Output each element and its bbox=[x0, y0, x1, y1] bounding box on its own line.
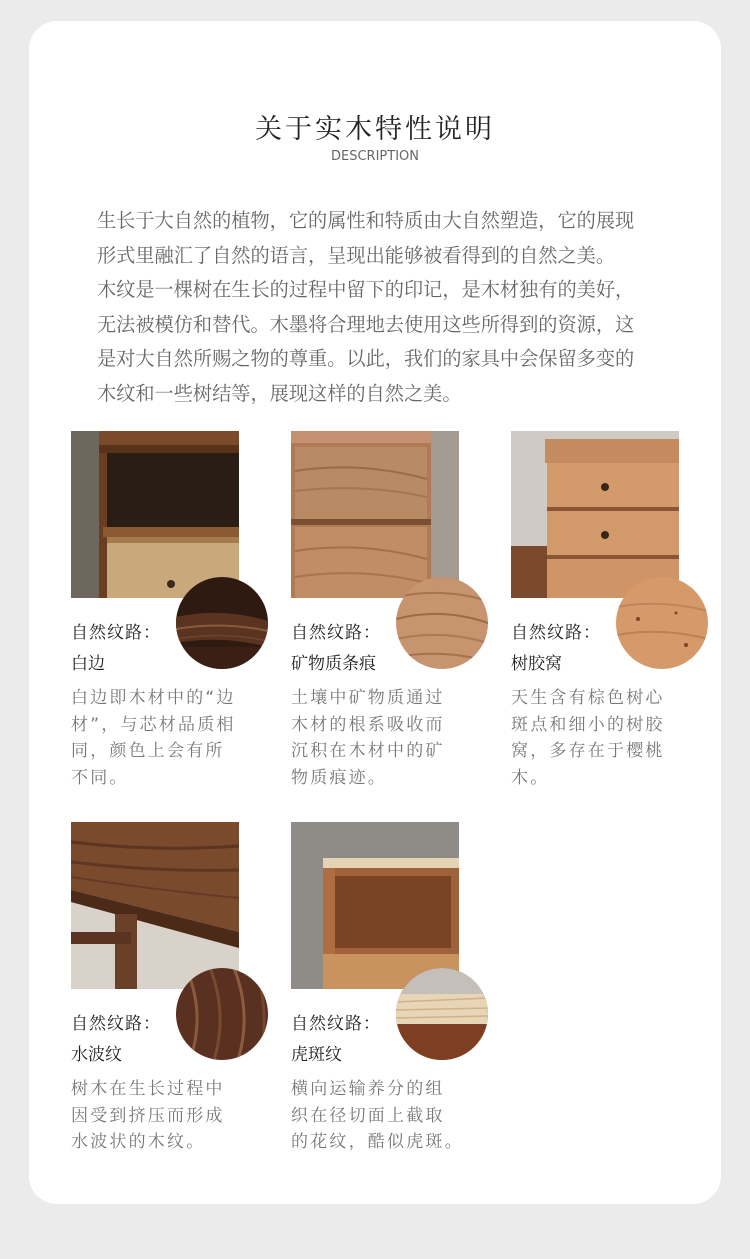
grain-closeup bbox=[396, 968, 488, 1060]
intro-line: 木纹是一棵树在生长的过程中留下的印记，是木材独有的美好， bbox=[97, 278, 635, 301]
grain-item-mineral-streak bbox=[291, 431, 491, 791]
desc-line: 窝，多存在于樱桃 bbox=[511, 741, 665, 761]
grain-label: 自然纹路： bbox=[511, 623, 601, 643]
desc-line: 木。 bbox=[511, 767, 550, 788]
grain-description bbox=[71, 685, 246, 791]
page-title: 关于实木特性说明 bbox=[255, 114, 495, 145]
grain-name: 水波纹 bbox=[71, 1045, 122, 1065]
grain-name: 白边 bbox=[71, 654, 105, 674]
grain-name: 树胶窝 bbox=[511, 654, 562, 674]
desc-line: 同，颜色上会有所 bbox=[71, 741, 225, 761]
desc-line: 材”，与芯材品质相 bbox=[71, 714, 236, 735]
desc-line: 横向运输养分的组 bbox=[291, 1079, 445, 1099]
desc-line: 沉积在木材中的矿 bbox=[291, 741, 445, 761]
desc-line: 斑点和细小的树胶 bbox=[511, 714, 665, 735]
grain-item-gum-pocket bbox=[511, 431, 711, 791]
grain-name: 矿物质条痕 bbox=[291, 654, 376, 674]
desc-line: 树木在生长过程中 bbox=[71, 1079, 225, 1099]
desc-line: 不同。 bbox=[71, 767, 129, 788]
furniture-photo bbox=[71, 822, 239, 989]
furniture-photo bbox=[511, 431, 679, 598]
grain-label: 自然纹路： bbox=[291, 623, 381, 643]
grain-description bbox=[71, 1076, 246, 1156]
intro-line: 是对大自然所赐之物的尊重。以此，我们的家具中会保留多变的 bbox=[97, 347, 635, 370]
grain-label: 自然纹路： bbox=[71, 623, 161, 643]
furniture-photo bbox=[291, 431, 459, 598]
grain-description bbox=[511, 685, 686, 791]
desc-line: 水波状的木纹。 bbox=[71, 1132, 206, 1152]
intro-line: 生长于大自然的植物，它的属性和特质由大自然塑造，它的展现 bbox=[97, 209, 635, 232]
desc-line: 木材的根系吸收而 bbox=[291, 714, 445, 735]
intro-line: 形式里融汇了自然的语言，呈现出能够被看得到的自然之美。 bbox=[97, 243, 616, 267]
grain-name: 虎斑纹 bbox=[291, 1045, 342, 1065]
furniture-photo bbox=[291, 822, 459, 989]
content-card bbox=[29, 21, 721, 1204]
grain-item-white-edge bbox=[71, 431, 271, 791]
desc-line: 天生含有棕色树心 bbox=[511, 688, 665, 708]
intro-paragraph bbox=[97, 204, 711, 411]
grain-description bbox=[291, 1076, 466, 1156]
desc-line: 白边即木材中的“边 bbox=[71, 688, 236, 708]
page-subtitle: DESCRIPTION bbox=[331, 149, 419, 164]
grain-item-water-ripple bbox=[71, 822, 271, 1182]
grain-closeup bbox=[616, 577, 708, 669]
furniture-photo bbox=[71, 431, 239, 598]
intro-line: 木纹和一些树结等，展现这样的自然之美。 bbox=[97, 381, 462, 405]
grain-label: 自然纹路： bbox=[71, 1014, 161, 1034]
desc-line: 土壤中矿物质通过 bbox=[291, 688, 445, 708]
desc-line: 织在径切面上截取 bbox=[291, 1105, 445, 1126]
grain-description bbox=[291, 685, 466, 791]
desc-line: 的花纹，酷似虎斑。 bbox=[291, 1132, 464, 1152]
grain-closeup bbox=[176, 577, 268, 669]
desc-line: 因受到挤压而形成 bbox=[71, 1105, 225, 1126]
grain-closeup bbox=[176, 968, 268, 1060]
grain-label: 自然纹路： bbox=[291, 1014, 381, 1034]
grain-item-tiger-stripe bbox=[291, 822, 491, 1182]
grain-closeup bbox=[396, 577, 488, 669]
desc-line: 物质痕迹。 bbox=[291, 767, 387, 788]
intro-line: 无法被模仿和替代。木墨将合理地去使用这些所得到的资源，这 bbox=[97, 312, 635, 336]
